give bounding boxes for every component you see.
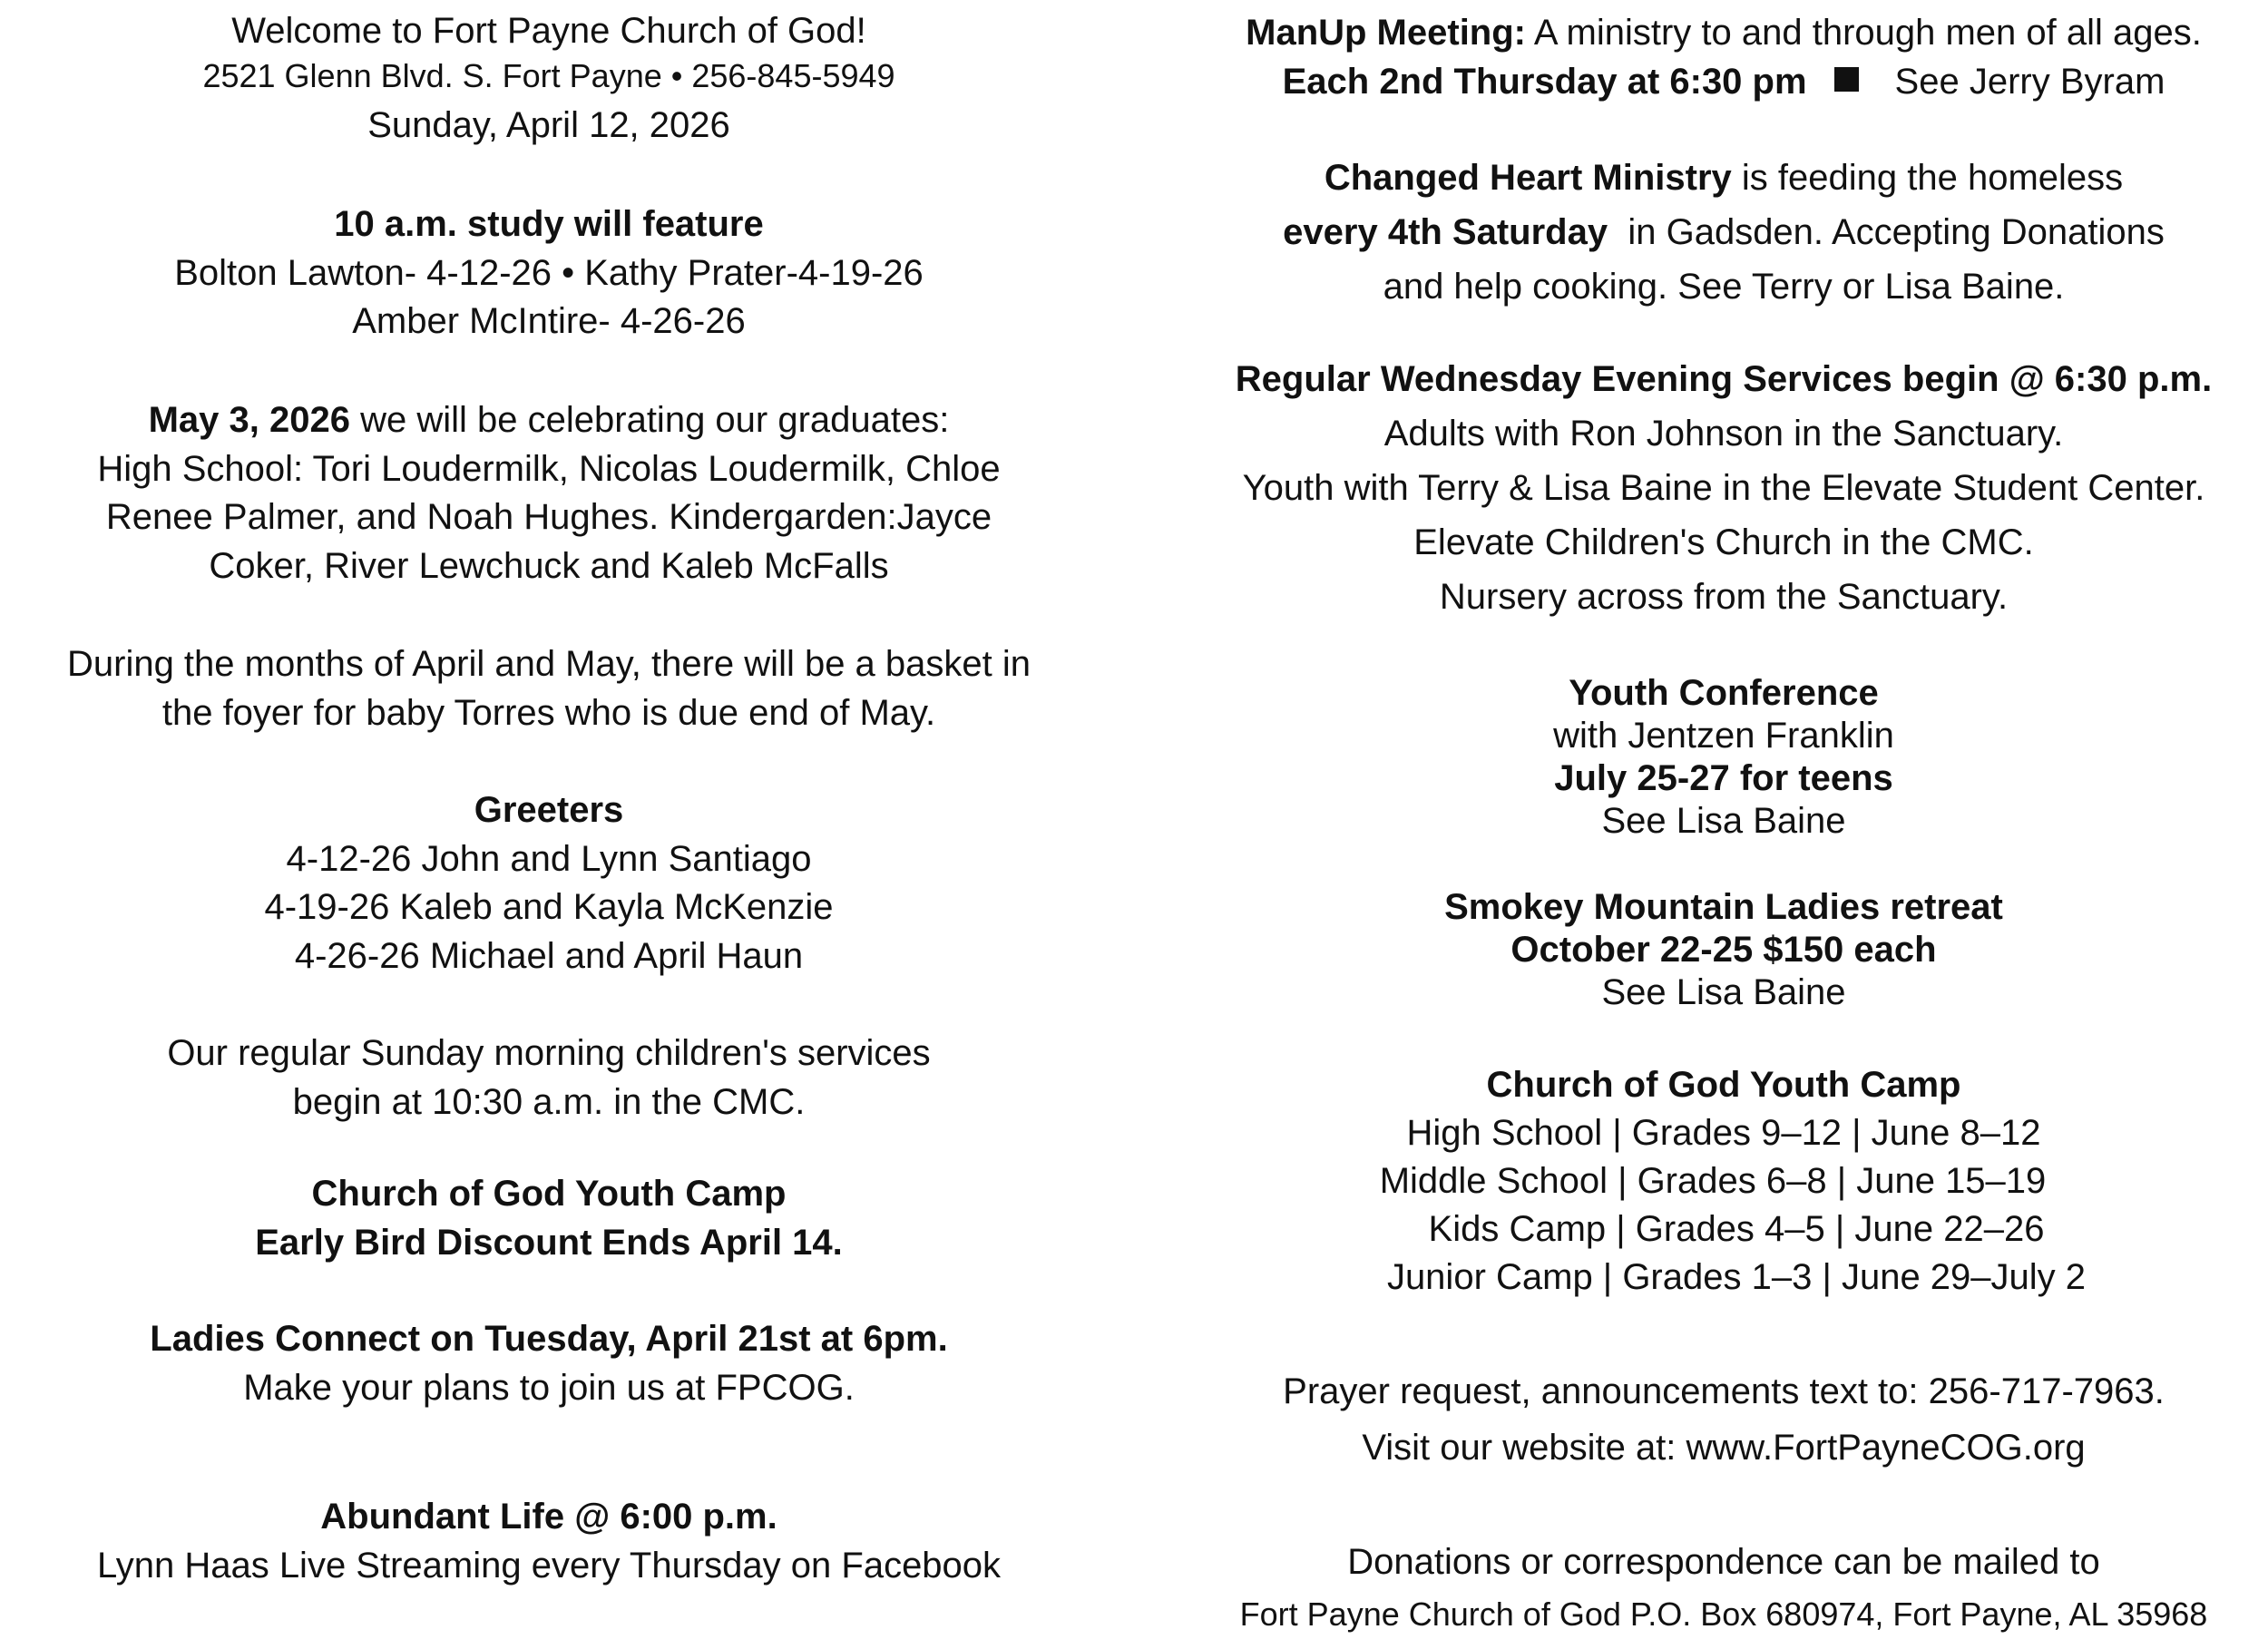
prayer-line: Prayer request, announcements text to: 256-717-7963. (1283, 1371, 2165, 1411)
conference-line-3: July 25-27 for teens (1554, 758, 1893, 798)
greeters-heading: Greeters (474, 790, 624, 830)
conference-line-2: with Jentzen Franklin (1553, 716, 1894, 756)
wednesday-item: Adults with Ron Johnson in the Sanctuary. (1383, 414, 2064, 454)
changed-line-2-rest: in Gadsden. Accepting Donations (1608, 212, 2165, 252)
ladies-heading: Ladies Connect on Tuesday, April 21st at 6pm. (150, 1319, 948, 1359)
greeter-item: 4-26-26 Michael and April Haun (294, 936, 804, 976)
changed-line-2 (1179, 214, 2268, 250)
study-line-2: Amber McIntire- 4-26-26 (352, 301, 746, 341)
ladies-line-2: Make your plans to join us at FPCOG. (243, 1368, 855, 1408)
changed-when: every 4th Saturday (1283, 212, 1608, 252)
graduates-line-3: Renee Palmer, and Noah Hughes. Kindergarden:Jayce (105, 497, 992, 537)
bulletin-date: Sunday, April 12, 2026 (367, 105, 730, 145)
camp-early-bird: Early Bird Discount Ends April 14. (255, 1223, 843, 1263)
manup-rest: A ministry to and through men of all ages. (1526, 13, 2202, 53)
manup-label: ManUp Meeting: (1246, 13, 1526, 53)
retreat-heading: Smokey Mountain Ladies retreat (1444, 887, 2003, 927)
graduates-line-1-rest: we will be celebrating our graduates: (350, 400, 950, 440)
study-line-1: Bolton Lawton- 4-12-26 • Kathy Prater-4-19-26 (174, 253, 924, 293)
abundant-line-2: Lynn Haas Live Streaming every Thursday on Facebook (96, 1546, 1002, 1586)
conference-line-4: See Lisa Baine (1601, 801, 1846, 841)
basket-line-2: the foyer for baby Torres who is due end of May. (161, 693, 936, 733)
welcome-line: Welcome to Fort Payne Church of God! (231, 11, 866, 51)
study-heading: 10 a.m. study will feature (334, 204, 764, 244)
wednesday-item: Nursery across from the Sanctuary. (1439, 577, 2009, 617)
donations-line-2: Fort Payne Church of God P.O. Box 680974, Fort Payne, AL 35968 (1239, 1595, 2208, 1633)
manup-when: Each 2nd Thursday at 6:30 pm (1282, 62, 1807, 102)
manup-contact: See Jerry Byram (1894, 62, 2165, 102)
camp-item: Kids Camp | Grades 4–5 | June 22–26 (1428, 1209, 2045, 1249)
abundant-heading: Abundant Life @ 6:00 p.m. (320, 1497, 777, 1537)
camp-item: High School | Grades 9–12 | June 8–12 (1406, 1113, 2041, 1153)
childrens-line-1: Our regular Sunday morning children's services (167, 1033, 931, 1073)
graduates-line-4: Coker, River Lewchuck and Kaleb McFalls (209, 546, 889, 586)
manup-line-1 (1179, 15, 2268, 51)
basket-line-1: During the months of April and May, there will be a basket in (66, 644, 1031, 684)
greeter-item: 4-19-26 Kaleb and Kayla McKenzie (264, 887, 834, 927)
camp-heading-left: Church of God Youth Camp (311, 1174, 787, 1214)
retreat-line-2: October 22-25 $150 each (1510, 930, 1937, 970)
website-line: Visit our website at: www.FortPayneCOG.org (1362, 1428, 2086, 1468)
wednesday-item: Elevate Children's Church in the CMC. (1413, 522, 2034, 562)
changed-line-1-rest: is feeding the homeless (1731, 158, 2124, 198)
church-address: 2521 Glenn Blvd. S. Fort Payne • 256-845-5949 (202, 57, 895, 94)
changed-heart-name: Changed Heart Ministry (1324, 158, 1732, 198)
graduates-line-2: High School: Tori Loudermilk, Nicolas Loudermilk, Chloe (97, 449, 1001, 489)
changed-line-1 (1179, 160, 2268, 196)
childrens-line-2: begin at 10:30 a.m. in the CMC. (292, 1082, 806, 1122)
camp-heading-right: Church of God Youth Camp (1486, 1065, 1961, 1105)
wednesday-item: Youth with Terry & Lisa Baine in the Elevate Student Center. (1242, 468, 2205, 508)
camp-item: Middle School | Grades 6–8 | June 15–19 (1379, 1161, 2047, 1201)
square-bullet-icon (1834, 67, 1859, 92)
greeter-item: 4-12-26 John and Lynn Santiago (286, 839, 812, 879)
camp-item: Junior Camp | Grades 1–3 | June 29–July 2 (1386, 1257, 2087, 1297)
manup-line-2 (1179, 63, 2268, 100)
conference-heading: Youth Conference (1569, 673, 1879, 713)
wednesday-heading: Regular Wednesday Evening Services begin @ 6:30 p.m. (1235, 359, 2213, 399)
donations-line-1: Donations or correspondence can be mailed to (1347, 1542, 2100, 1582)
graduates-line-1 (0, 402, 1098, 438)
retreat-line-3: See Lisa Baine (1601, 972, 1846, 1012)
graduates-date: May 3, 2026 (148, 400, 350, 440)
changed-line-3: and help cooking. See Terry or Lisa Baine. (1383, 267, 2065, 307)
